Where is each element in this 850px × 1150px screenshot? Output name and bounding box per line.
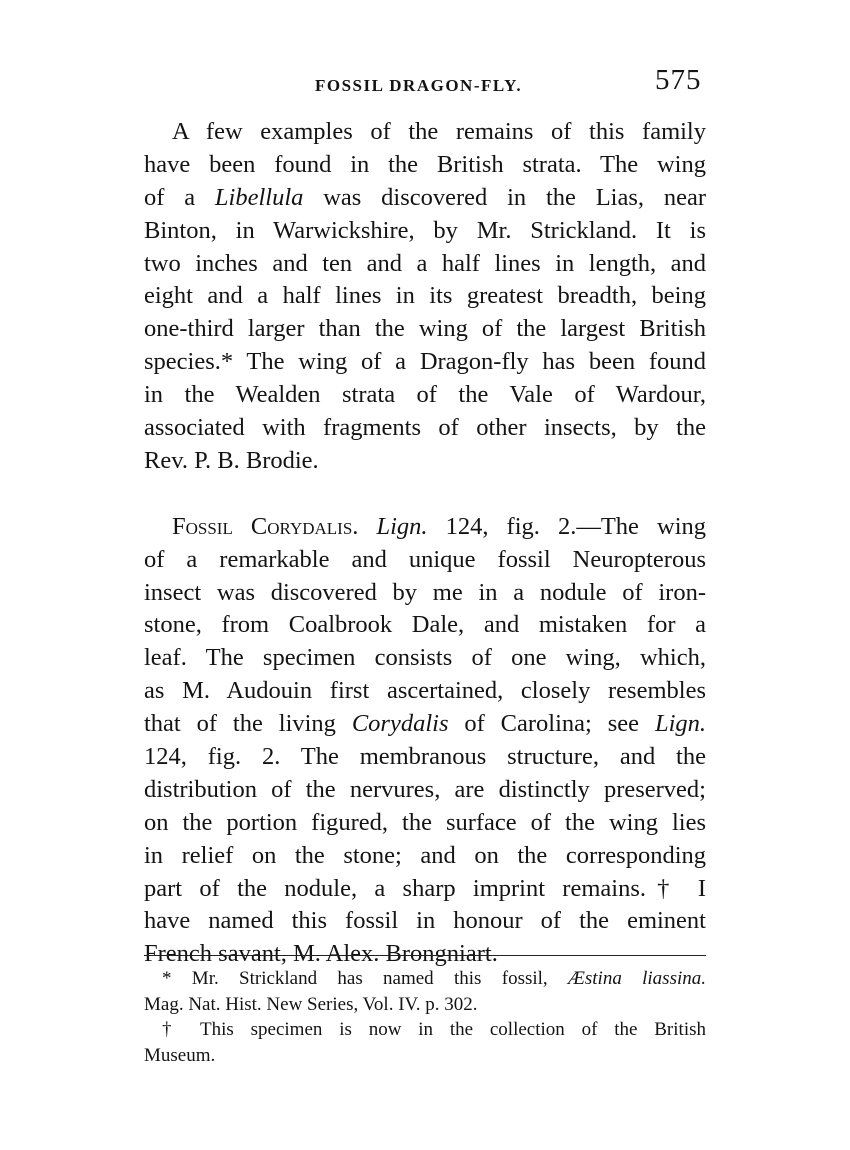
- text-line: two inches and ten and a half lines in length, and: [144, 249, 706, 277]
- page-number: 575: [655, 64, 702, 96]
- text-line: of a Libellula was discovered in the Lias, near: [144, 183, 706, 211]
- footnote-rule: [144, 955, 706, 956]
- section-heading: Fossil Corydalis.: [172, 512, 359, 540]
- text-line: Fossil Corydalis. Lign. 124, fig. 2.—The wing: [172, 512, 706, 540]
- text-line: Rev. P. B. Brodie.: [144, 446, 319, 474]
- text-line: eight and a half lines in its greatest breadth, being: [144, 282, 706, 310]
- text-line: one-third larger than the wing of the largest British: [144, 315, 706, 343]
- paragraph-gap: [144, 478, 706, 511]
- text-line: 124, fig. 2. The membranous structure, and the: [144, 743, 706, 771]
- footnotes: [144, 966, 706, 1068]
- text-line: have been found in the British strata. The wing: [144, 150, 706, 178]
- text-line: associated with fragments of other insects, by the: [144, 414, 706, 442]
- text-line: of a remarkable and unique fossil Neuropterous: [144, 545, 706, 573]
- text-line: as M. Audouin first ascertained, closely resembles: [144, 677, 706, 705]
- figure-reference: Lign.: [376, 512, 428, 540]
- text-line: insect was discovered by me in a nodule of iron-: [144, 578, 706, 606]
- footnote-line: Museum.: [144, 1044, 216, 1066]
- text-line: on the portion figured, the surface of the wing lies: [144, 808, 706, 836]
- text-line: French savant, M. Alex. Brongniart.: [144, 940, 498, 968]
- text-line: part of the nodule, a sharp imprint remains.† I: [144, 874, 706, 902]
- text-line: in relief on the stone; and on the corresponding: [144, 841, 706, 869]
- species-name: Æstina liassina.: [567, 968, 706, 989]
- text-line: A few examples of the remains of this family: [172, 118, 706, 145]
- text-line: stone, from Coalbrook Dale, and mistaken for a: [144, 611, 706, 639]
- text-line: have named this fossil in honour of the eminent: [144, 907, 706, 935]
- footnote-line: Mag. Nat. Hist. New Series, Vol. IV. p. 302.: [144, 993, 478, 1015]
- footnote-line: * Mr. Strickland has named this fossil, Æstina liassina.: [162, 968, 706, 989]
- text-line: distribution of the nervures, are distinctly preserved;: [144, 775, 706, 803]
- genus-name-corydalis: Corydalis: [351, 710, 449, 738]
- genus-name-libellula: Libellula: [214, 183, 304, 211]
- figure-reference: Lign.: [654, 710, 706, 738]
- text-line: species.* The wing of a Dragon-fly has been found: [144, 348, 706, 376]
- text-line: leaf. The specimen consists of one wing, which,: [144, 644, 706, 672]
- footnote-line: † This specimen is now in the collection of the British: [162, 1019, 706, 1040]
- text-line: Binton, in Warwickshire, by Mr. Strickland. It is: [144, 216, 706, 244]
- main-text: [144, 116, 706, 971]
- text-line: in the Wealden strata of the Vale of Wardour,: [144, 381, 706, 409]
- running-head: [0, 64, 850, 104]
- text-line: that of the living Corydalis of Carolina; see Lign.: [144, 710, 706, 738]
- running-title: FOSSIL DRAGON-FLY.: [315, 76, 523, 95]
